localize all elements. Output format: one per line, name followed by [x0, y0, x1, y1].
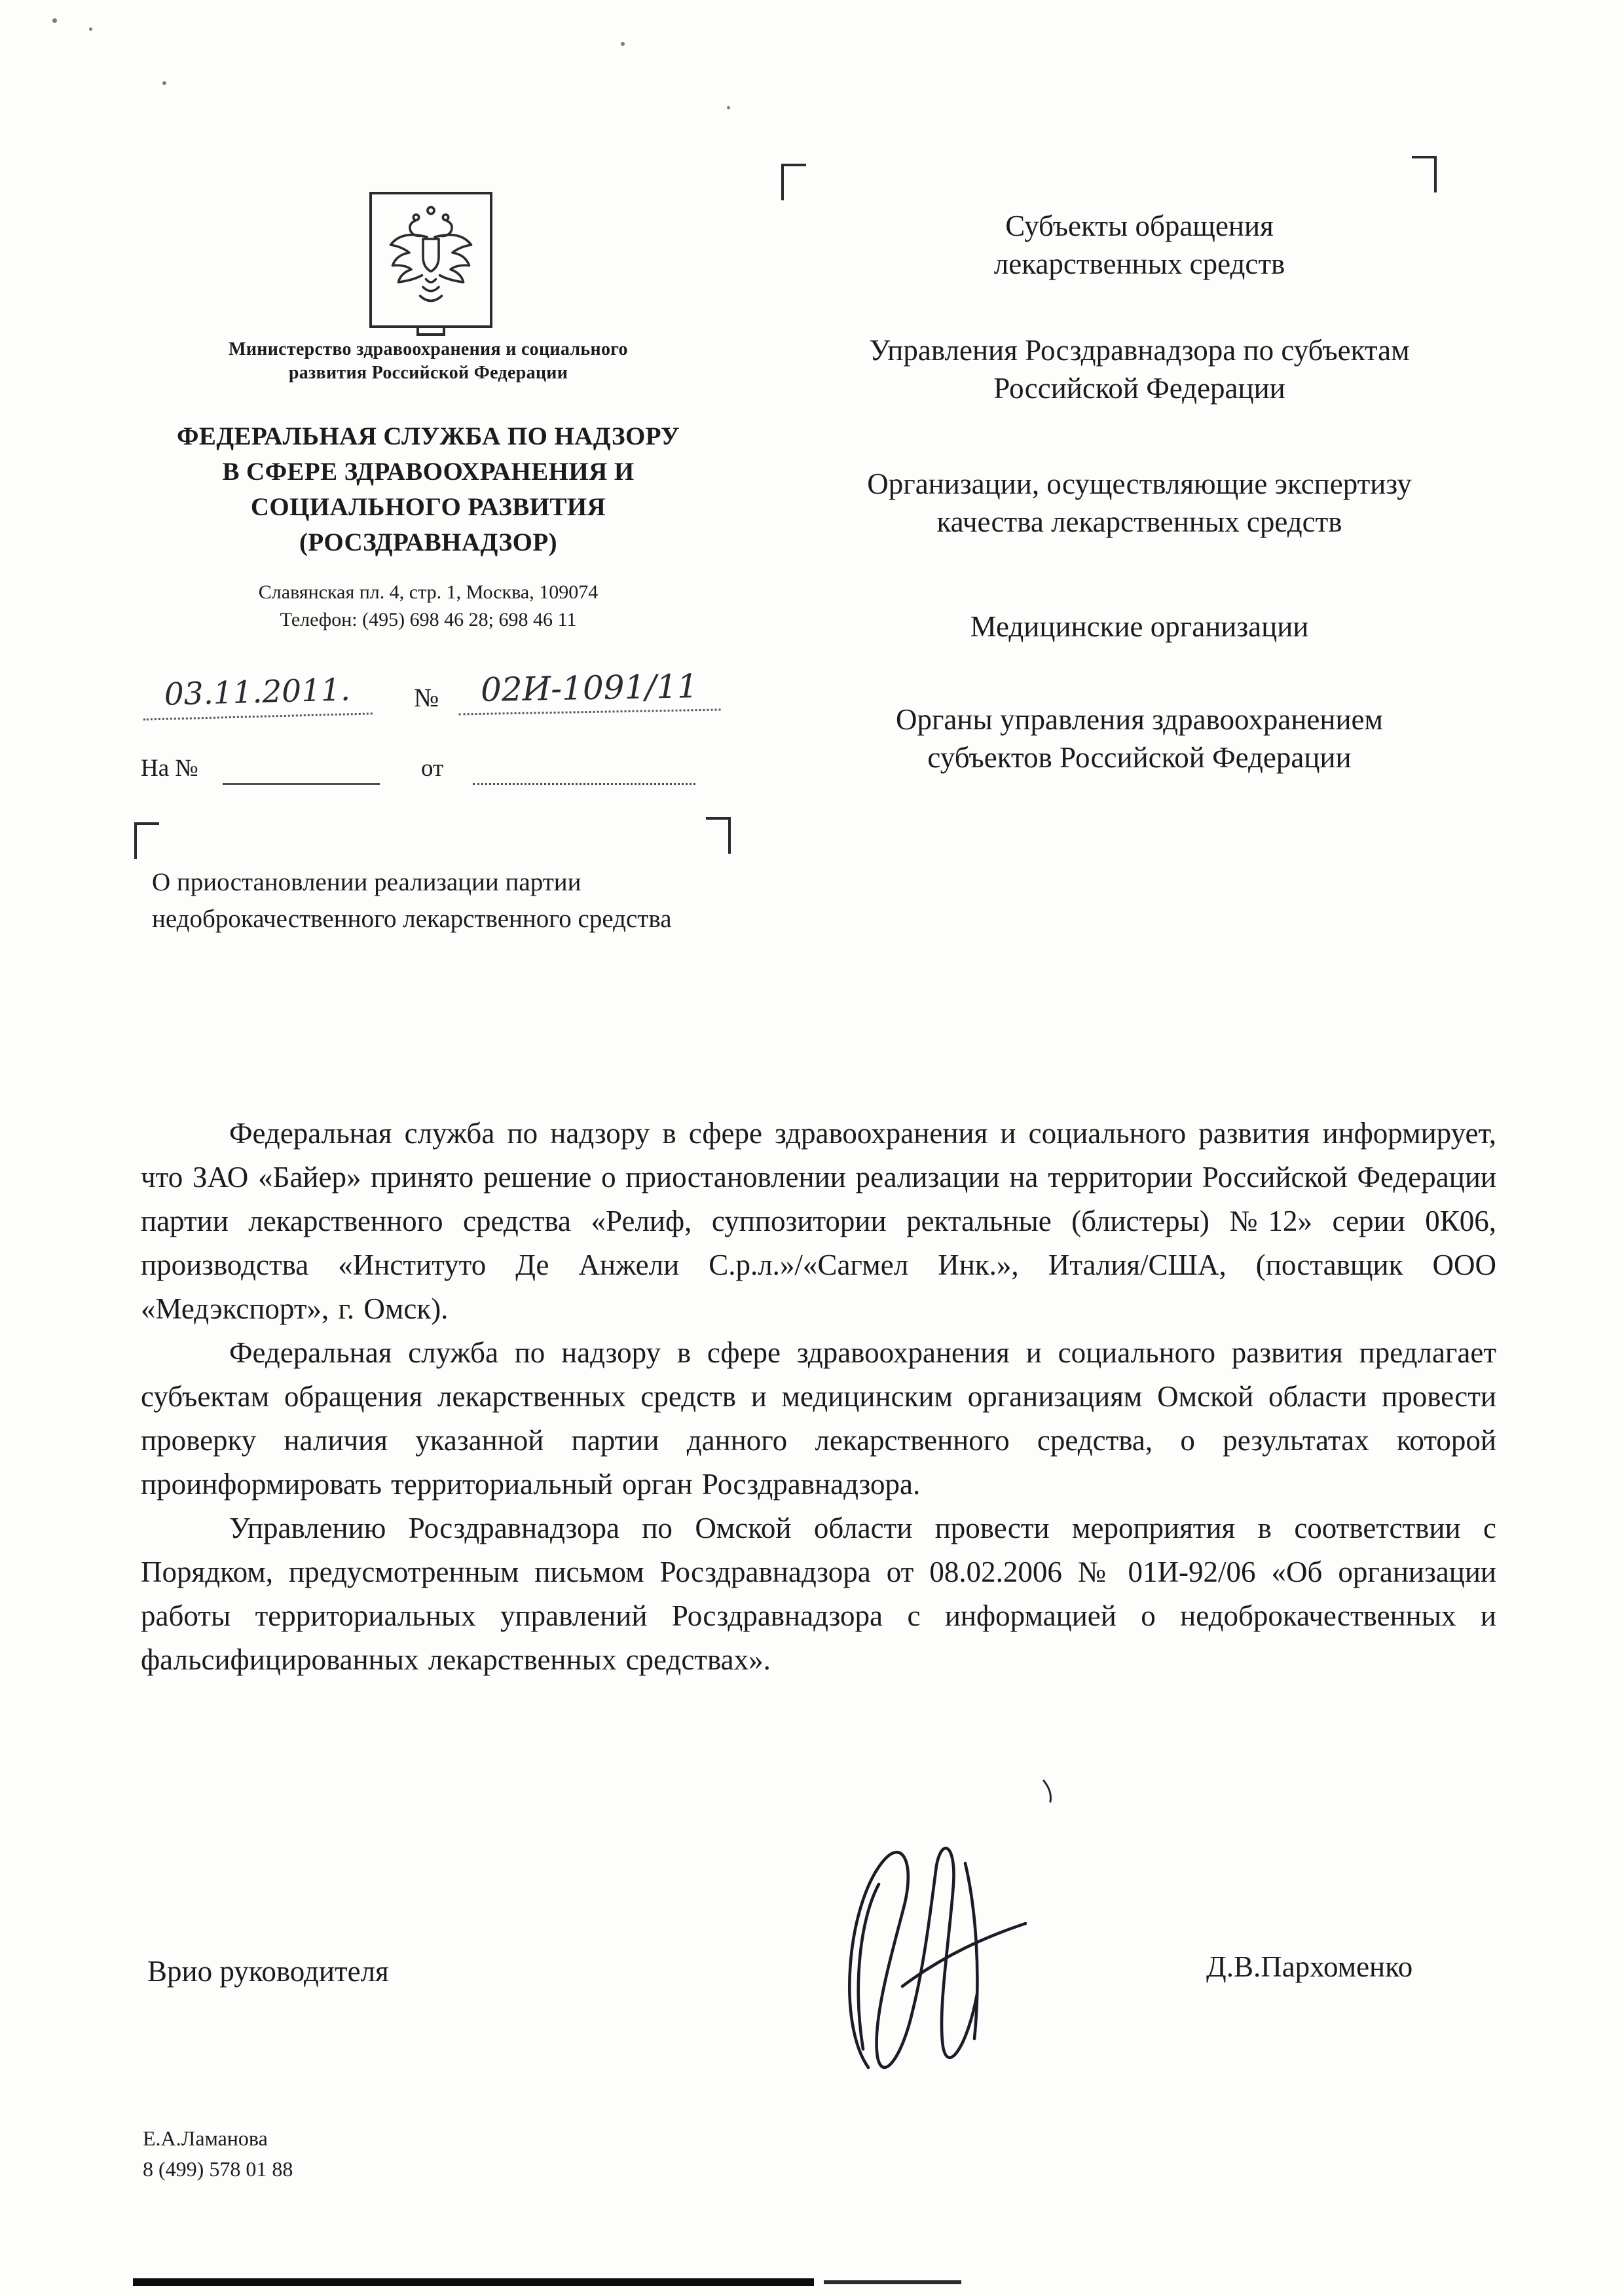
agency-name-line: СОЦИАЛЬНОГО РАЗВИТИЯ	[250, 493, 606, 521]
agency-address: Славянская пл. 4, стр. 1, Москва, 109074	[258, 581, 599, 603]
reply-number-label: На №	[141, 755, 198, 782]
body-paragraph: Управлению Росздравнадзора по Омской области провести мероприятия в соответствии с Порядком, предусмотренным письмом Росздравнадзора от 08.02.2006 № 01И-92/06 «Об организации работы территориальных управлений Росздравнадзора с информацией о недоброкачественных и фальсифицированных лекарственных средствах».	[141, 1512, 1496, 1676]
reply-date-label: от	[421, 755, 444, 782]
agency-name-line: ФЕДЕРАЛЬНАЯ СЛУЖБА ПО НАДЗОРУ	[177, 422, 680, 450]
scan-dot	[621, 42, 625, 46]
scan-dot	[89, 27, 92, 31]
scan-artifact-bar	[824, 2280, 961, 2284]
scan-dot	[162, 81, 166, 85]
double-headed-eagle-icon	[382, 204, 480, 317]
recipient-item: Органы управления здравоохранением субъектов Российской Федерации	[895, 703, 1384, 774]
letter-body	[141, 1112, 1496, 1682]
coat-of-arms-box	[369, 192, 492, 328]
address-corner-mark	[781, 164, 806, 200]
agency-name	[166, 419, 690, 560]
subject-corner-mark	[706, 817, 731, 854]
pen-tick-mark	[1040, 1778, 1057, 1808]
recipients-block	[792, 207, 1486, 776]
scan-dot	[727, 106, 730, 109]
executor-phone: 8 (499) 578 01 88	[143, 2157, 293, 2181]
subject-corner-mark	[134, 822, 159, 859]
scan-dot	[52, 18, 57, 23]
emblem-notch	[416, 325, 445, 336]
scan-artifact-bar	[133, 2278, 814, 2286]
handwritten-outgoing-number: 02И-1091/11	[458, 667, 720, 716]
letter-subject: О приостановлении реализации партии недоброкачественного лекарственного средства	[152, 868, 672, 933]
agency-name-line: (РОСЗДРАВНАДЗОР)	[299, 528, 558, 556]
recipient-item: Субъекты обращения лекарственных средств	[993, 210, 1285, 280]
recipient-item: Организации, осуществляющие экспертизу качества лекарственных средств	[867, 467, 1412, 538]
ministry-name: Министерство здравоохранения и социального развития Российской Федерации	[229, 339, 628, 383]
body-paragraph: Федеральная служба по надзору в сфере здравоохранения и социального развития предлагает субъектам обращения лекарственных средств и медицинским организациям Омской области провести проверку наличия указанной партии данного лекарственного средства, о результатах которой проинформировать территориальный орган Росздравнадзора.	[141, 1336, 1496, 1501]
reply-date-blank	[473, 754, 695, 785]
signer-position-title: Врио руководителя	[147, 1955, 389, 1988]
handwritten-signature	[826, 1827, 1043, 2079]
signer-name: Д.В.Пархоменко	[1206, 1950, 1413, 1983]
reply-number-blank	[223, 754, 380, 785]
recipient-item: Управления Росздравнадзора по субъектам Российской Федерации	[869, 334, 1410, 405]
executor-name: Е.А.Ламанова	[143, 2126, 268, 2150]
handwritten-date: 03.11.2011.	[142, 671, 373, 720]
agency-name-line: В СФЕРЕ ЗДРАВООХРАНЕНИЯ И	[222, 458, 635, 486]
address-corner-mark	[1412, 156, 1437, 192]
agency-phone: Телефон: (495) 698 46 28; 698 46 11	[280, 609, 577, 630]
number-sign-label: №	[414, 683, 439, 712]
recipient-item: Медицинские организации	[970, 610, 1309, 643]
body-paragraph: Федеральная служба по надзору в сфере здравоохранения и социального развития информирует, что ЗАО «Байер» принято решение о приостановлении реализации на территории Российской Федерации партии лекарственного средства «Релиф, суппозитории ректальные (блистеры) №12» серии 0К06, производства «Институто Де Анжели С.р.л.»/«Сагмел Инк.», Италия/США, (поставщик ООО «Медэкспорт», г. Омск).	[141, 1117, 1496, 1325]
